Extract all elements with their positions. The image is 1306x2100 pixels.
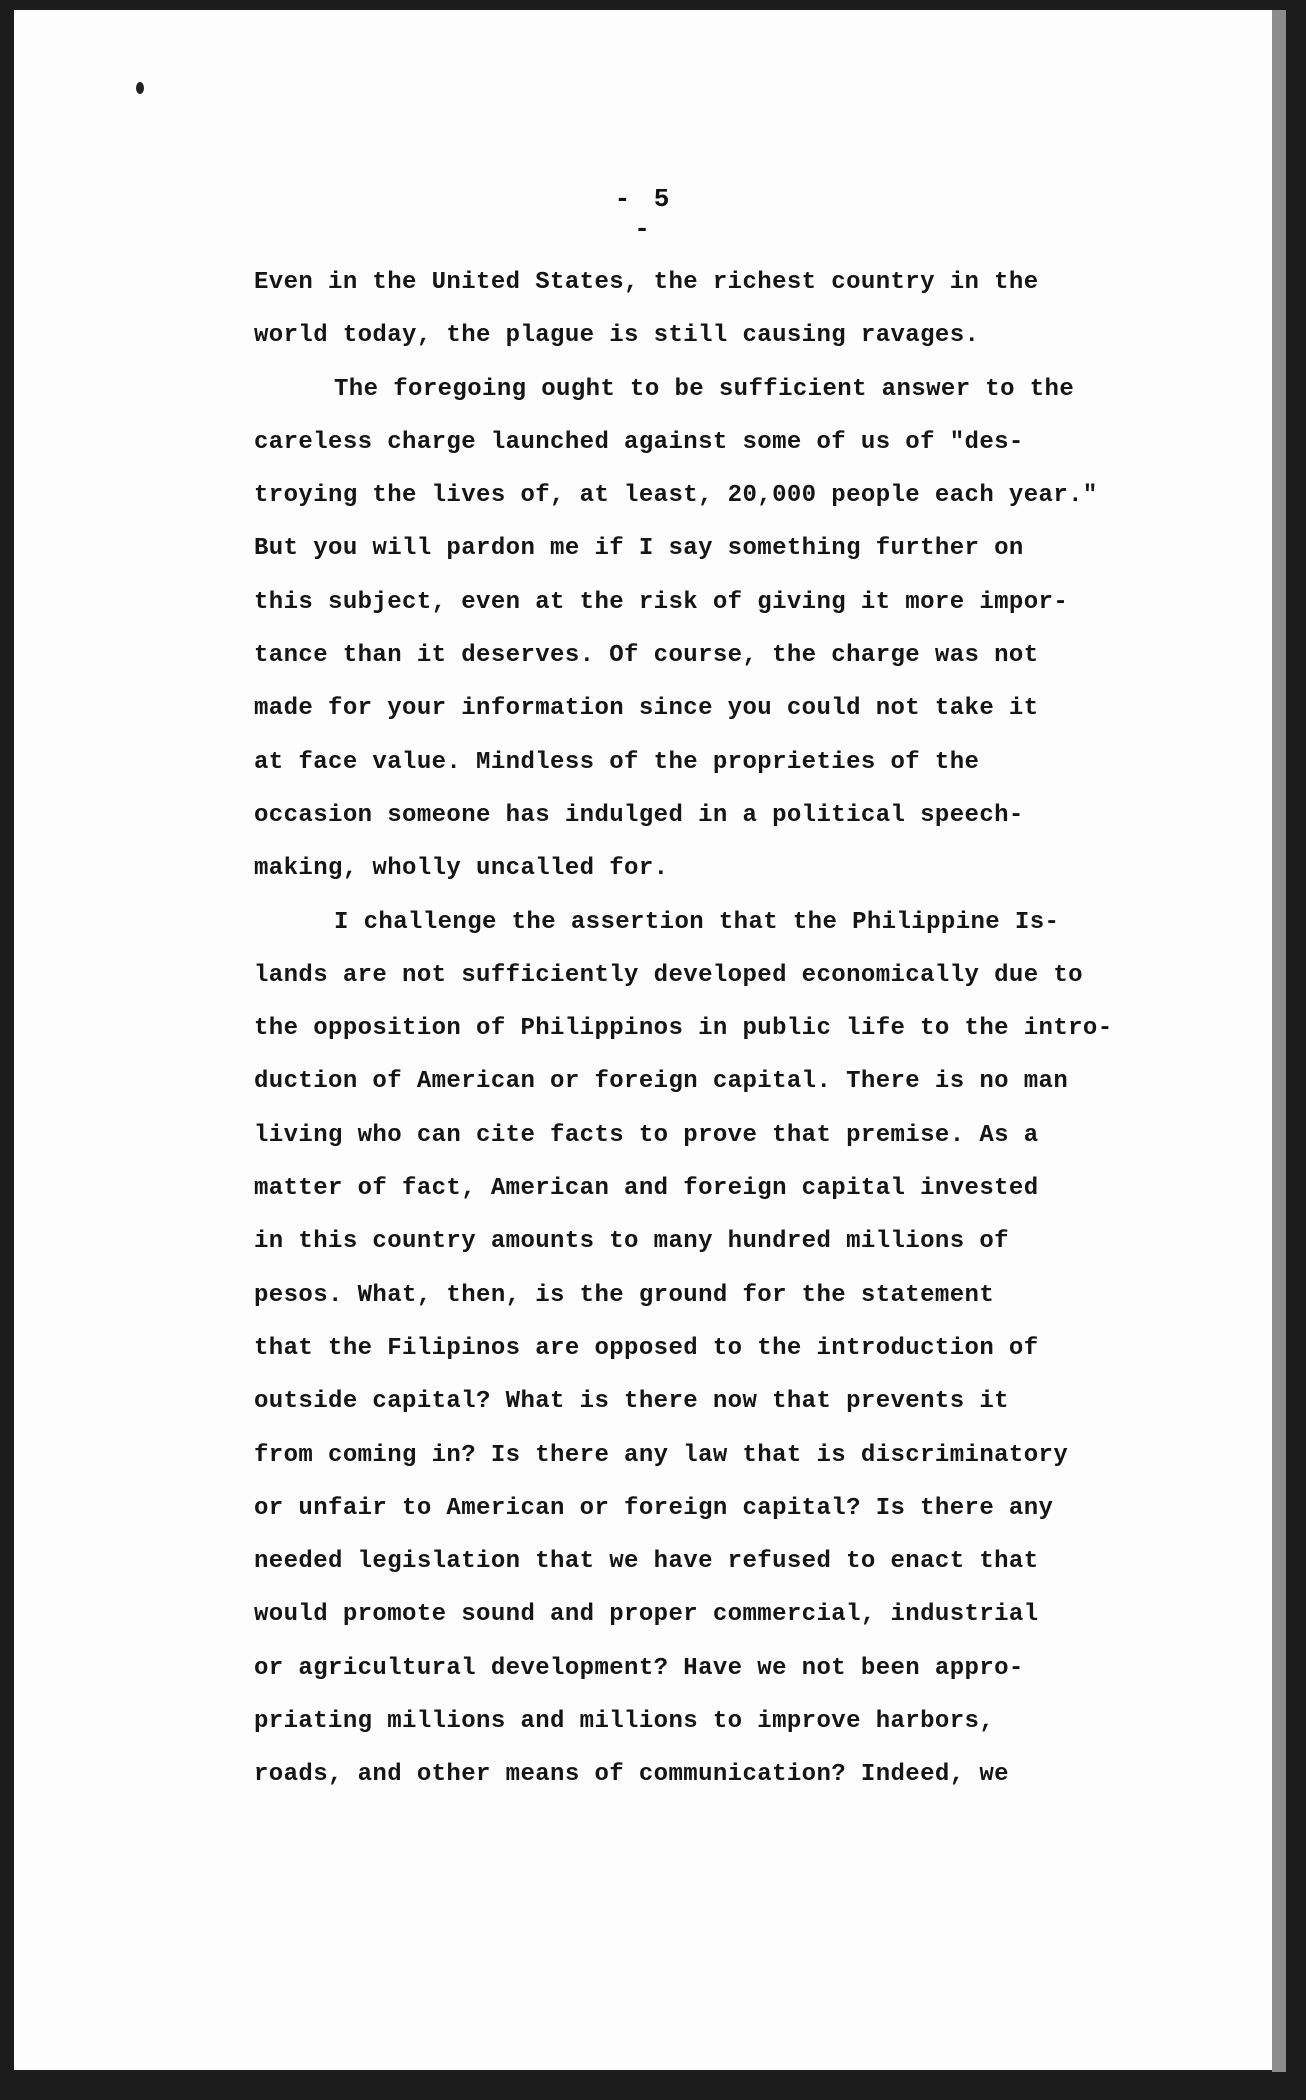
text-line: careless charge launched against some of us of "des- xyxy=(254,428,1024,456)
text-line: this subject, even at the risk of giving it more impor- xyxy=(254,588,1069,616)
text-line: troying the lives of, at least, 20,000 people each year." xyxy=(254,482,1098,510)
text-line: pesos. What, then, is the ground for the statement xyxy=(254,1281,995,1309)
text-line: or unfair to American or foreign capital? Is there any xyxy=(254,1494,1054,1522)
paragraph xyxy=(254,256,1214,363)
text-line: I challenge the assertion that the Philippine Is- xyxy=(334,908,1060,936)
text-line: living who can cite facts to prove that premise. As a xyxy=(254,1121,1039,1149)
text-line: the opposition of Philippinos in public life to the intro- xyxy=(254,1015,1113,1043)
text-line: The foregoing ought to be sufficient answer to the xyxy=(334,375,1075,403)
text-line: lands are not sufficiently developed economically due to xyxy=(254,961,1083,989)
text-line: world today, the plague is still causing ravages. xyxy=(254,322,980,350)
text-line: would promote sound and proper commercial, industrial xyxy=(254,1601,1039,1629)
text-line: Even in the United States, the richest country in the xyxy=(254,269,1039,296)
text-line: duction of American or foreign capital. There is no man xyxy=(254,1068,1069,1096)
text-line: priating millions and millions to improve harbors, xyxy=(254,1708,995,1736)
text-line: that the Filipinos are opposed to the introduction of xyxy=(254,1334,1039,1362)
text-line: occasion someone has indulged in a political speech- xyxy=(254,801,1024,829)
page-number: - 5 - xyxy=(614,184,674,244)
page-edge xyxy=(1272,10,1286,2072)
text-line: made for your information since you could not take it xyxy=(254,695,1039,723)
text-line: roads, and other means of communication? Indeed, we xyxy=(254,1761,1009,1789)
text-line: But you will pardon me if I say something further on xyxy=(254,535,1024,563)
document-page xyxy=(14,10,1286,2070)
text-line: at face value. Mindless of the proprieties of the xyxy=(254,748,980,776)
text-line: needed legislation that we have refused to enact that xyxy=(254,1548,1039,1576)
text-line: matter of fact, American and foreign capital invested xyxy=(254,1175,1039,1203)
text-line: making, wholly uncalled for. xyxy=(254,855,669,883)
text-line: tance than it deserves. Of course, the charge was not xyxy=(254,642,1039,670)
text-line: outside capital? What is there now that prevents it xyxy=(254,1388,1009,1416)
text-line: in this country amounts to many hundred millions of xyxy=(254,1228,1009,1256)
text-line: or agricultural development? Have we not been appro- xyxy=(254,1654,1024,1682)
body-text xyxy=(254,256,1214,1802)
paragraph xyxy=(254,896,1214,1802)
paragraph xyxy=(254,363,1214,896)
text-line: from coming in? Is there any law that is discriminatory xyxy=(254,1441,1069,1469)
ink-mark xyxy=(136,82,144,94)
